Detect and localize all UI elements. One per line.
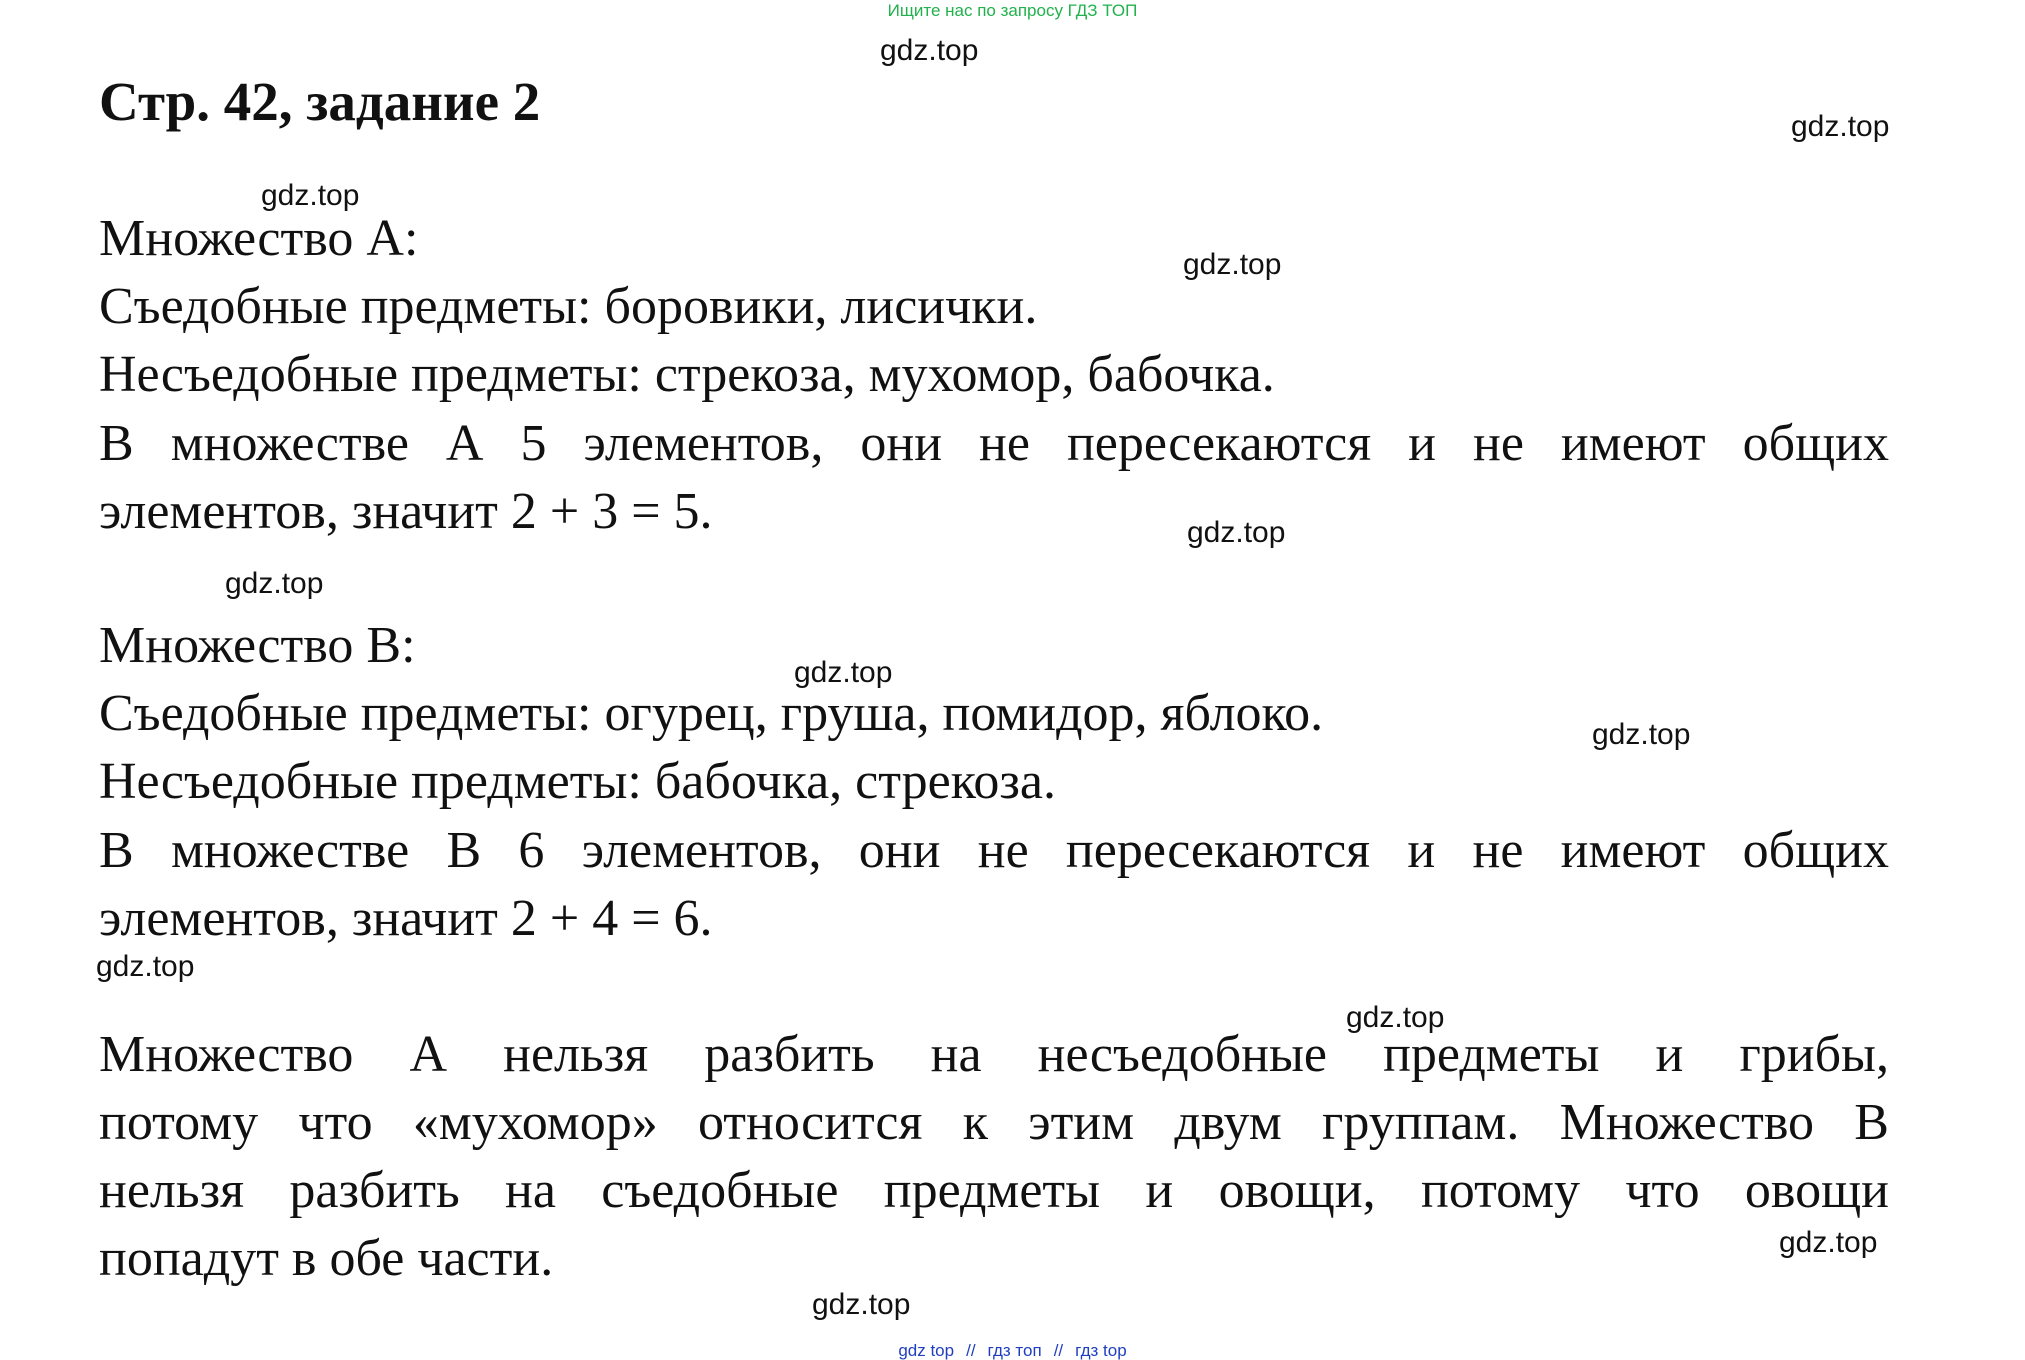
set-b-summary-line1: В множестве В 6 элементов, они не пересекаются и не имеют общих — [99, 822, 1889, 879]
set-a-inedible: Несъедобные предметы: стрекоза, мухомор, бабочка. — [99, 346, 1275, 403]
set-a-summary — [99, 410, 1889, 549]
bottom-banner-item: gdz top — [898, 1341, 955, 1360]
watermark: gdz.top — [1592, 718, 1691, 751]
set-a-heading: Множество А: — [99, 210, 419, 267]
set-b-summary-line2: элементов, значит 2 + 4 = 6. — [99, 890, 713, 947]
conclusion-line4: попадут в обе части. — [99, 1230, 554, 1287]
set-b-inedible: Несъедобные предметы: бабочка, стрекоза. — [99, 753, 1056, 810]
watermark: gdz.top — [794, 656, 893, 689]
bottom-banner-item: гдз топ — [987, 1341, 1042, 1360]
set-b-edible: Съедобные предметы: огурец, груша, помидор, яблоко. — [99, 685, 1324, 742]
set-b-summary — [99, 817, 1889, 953]
set-a-summary-line1: В множестве А 5 элементов, они не пересекаются и не имеют общих — [99, 415, 1889, 472]
page-title: Стр. 42, задание 2 — [99, 71, 541, 132]
watermark: gdz.top — [1346, 1001, 1445, 1034]
set-a-edible: Съедобные предметы: боровики, лисички. — [99, 278, 1038, 335]
watermark: gdz.top — [96, 950, 195, 983]
watermark: gdz.top — [812, 1288, 911, 1321]
set-b-heading: Множество В: — [99, 617, 416, 674]
set-a-summary-line2: элементов, значит 2 + 3 = 5. — [99, 483, 713, 540]
watermark: gdz.top — [880, 34, 979, 67]
bottom-banner-separator: // — [966, 1341, 976, 1360]
bottom-banner-item: гдз top — [1075, 1341, 1127, 1360]
bottom-banner-separator: // — [1053, 1341, 1064, 1360]
watermark: gdz.top — [1779, 1226, 1878, 1259]
conclusion-line1: Множество А нельзя разбить на несъедобные предметы и грибы, — [99, 1026, 1889, 1083]
bottom-banner — [0, 1342, 2025, 1359]
watermark: gdz.top — [225, 567, 324, 600]
conclusion-paragraph — [99, 1021, 1889, 1293]
conclusion-line2: потому что «мухомор» относится к этим двум группам. Множество В — [99, 1094, 1889, 1151]
watermark: gdz.top — [1791, 110, 1890, 143]
conclusion-line3: нельзя разбить на съедобные предметы и овощи, потому что овощи — [99, 1162, 1889, 1219]
watermark: gdz.top — [261, 179, 360, 212]
watermark: gdz.top — [1183, 248, 1282, 281]
watermark: gdz.top — [1187, 516, 1286, 549]
top-banner: Ищите нас по запросу ГДЗ ТОП — [887, 1, 1138, 20]
